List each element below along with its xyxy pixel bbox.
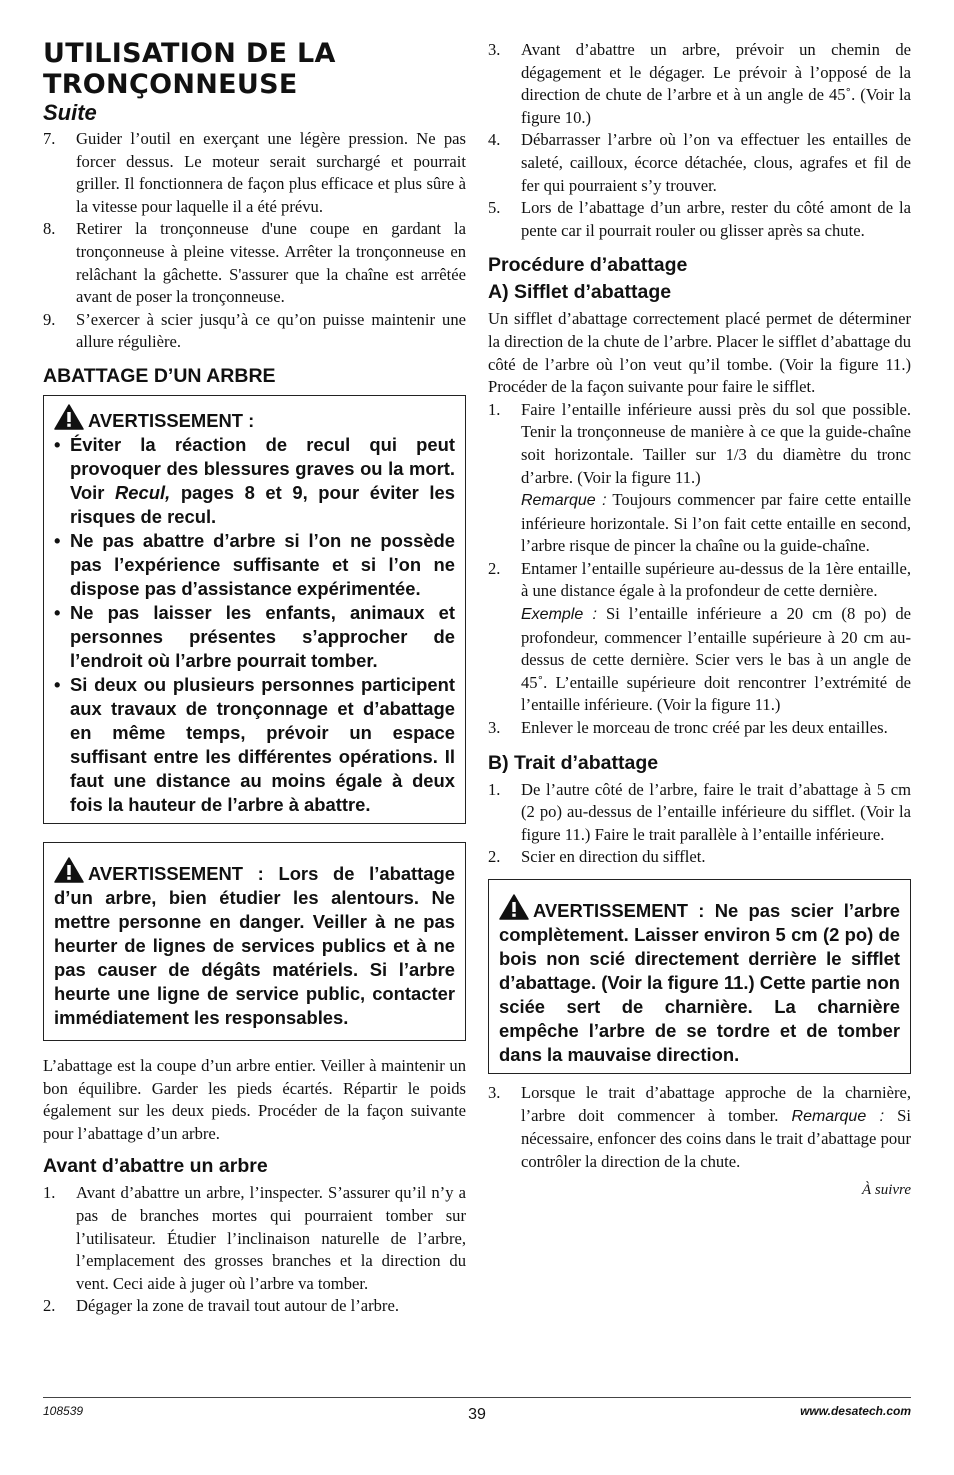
step-text: Scier en direction du sifflet.	[521, 847, 706, 867]
example-text: Si l’entaille inférieure a 20 cm (8 po) de profondeur, commencer l’entaille supérieure à 20 cm au-dessus de cette dernière. Scier vers le bas à un angle de 45˚. L’entaille supérieure doit rencontrer l’extrémité de l’entaille inférieure. (Voir la figure 11.)	[521, 604, 912, 715]
step-text: Avant d’abattre un arbre, prévoir un chemin de dégagement et le dégager. Le prévoir à l’opposé de la direction de chute de l’arbre et à un angle de 45˚. (Voir la figure 10.)	[521, 40, 911, 127]
list-item	[488, 1082, 911, 1173]
warning-text: Ne pas laisser les enfants, animaux et personnes présentes s’approcher de l’endroit où l’arbre pourrait tomber.	[70, 601, 455, 671]
note-label: Remarque :	[791, 1107, 885, 1125]
step-number: 2.	[488, 847, 501, 867]
warning-text: Ne pas abattre d’arbre si l’on ne possède pas l’expérience suffisante et si l’on ne dispose pas d’assistance expérimentée.	[70, 529, 455, 599]
section-heading-sifflet: A) Sifflet d’abattage	[488, 281, 672, 304]
list-item	[488, 129, 911, 197]
list-item	[488, 558, 911, 717]
page-subtitle: Suite	[43, 100, 97, 125]
list-item	[54, 673, 455, 817]
step-text: Lorsque le trait d’abattage approche de la charnière, l’arbre doit commencer à tomber.	[521, 1083, 911, 1125]
list-item	[488, 399, 911, 558]
warning-box-1	[43, 395, 466, 824]
warning-text: pages 8 et 9, pour éviter les risques de recul.	[70, 481, 455, 527]
step-number: 3.	[488, 718, 501, 738]
step-text: Entamer l’entaille supérieure au-dessus de la 1ère entaille, à une distance égale à la profondeur de cette dernière.	[521, 558, 911, 601]
warning-text: Ne pas scier l’arbre complètement. Laisser environ 5 cm (2 po) de bois non scié directement derrière le sifflet d’abattage. (Voir la figure 11.) Cette partie non sciée sert de charnière. La charnière empêche l’arbre de se tordre et de tomber dans la mauvaise direction.	[499, 900, 900, 1065]
warning-reference: Recul,	[115, 481, 171, 503]
page-title	[43, 38, 466, 100]
note-text: Toujours commencer par faire cette entaille inférieure horizontale. Si l’on fait cette entaille en second, l’arbre risque de pincer la chaîne ou la guide-chaîne.	[521, 490, 911, 556]
step-text: Faire l’entaille inférieure aussi près du sol que possible. Tenir la tronçonneuse de manière à ce que la guide-chaîne soit horizontale. Tailler sur 1/3 du diamètre du tronc d’arbre. (Voir la figure 11.)	[521, 399, 911, 487]
list-item	[488, 717, 911, 740]
step-number: 5.	[488, 198, 501, 218]
warning-triangle-icon	[54, 857, 84, 883]
trait-step3-list	[488, 1082, 911, 1173]
step-text: Retirer la tronçonneuse d'une coupe en gardant la tronçonneuse à pleine vitesse. Arrêter la tronçonneuse en relâchant la gâchette. S'assurer que la chaîne est arrêtée avant de poser la tronçonneuse.	[76, 219, 466, 307]
step-text: Avant d’abattre un arbre, l’inspecter. S’assurer qu’il n’y a pas de branches mortes qui pourraient tomber sur l’utilisateur. Étudier l’inclinaison naturelle de l’arbre, l’emplacement des grosses branches et la direction du vent. Ceci aide à juger où l’arbre va tomber.	[76, 1183, 466, 1293]
step-text: De l’autre côté de l’arbre, faire le trait d’abattage à 5 cm (2 po) au-dessus de l’entaille inférieure du sifflet. (Voir la figure 11.) Faire le trait parallèle à l’entaille inférieure.	[521, 779, 911, 844]
warning-triangle-icon	[54, 404, 84, 430]
warning-label: AVERTISSEMENT :	[88, 409, 255, 431]
section-heading-abattage: ABATTAGE D’UN ARBRE	[43, 364, 276, 387]
step-number: 2.	[43, 1296, 56, 1316]
step-number: 3.	[488, 40, 501, 59]
bullet-icon: •	[54, 601, 61, 623]
step-number: 3.	[488, 1083, 501, 1102]
section-heading-avant: Avant d’abattre un arbre	[43, 1155, 268, 1178]
warning-triangle-icon	[499, 894, 529, 920]
warning-text: Si deux ou plusieurs personnes participent aux travaux de tronçonnage et d’abattage en même temps, prévoir un espace suffisant entre les différentes opérations. Il faut une distance au moins égale à deux fois la hauteur de l’arbre à abattre.	[70, 673, 455, 815]
list-item	[488, 197, 911, 242]
step-text: Débarrasser l’arbre où l’on va effectuer les entailles de saleté, cailloux, écorce détachée, clous, agrafes et fil de fer qui pourraient s’y trouver.	[521, 130, 911, 195]
list-item	[54, 601, 455, 673]
step-number: 4.	[488, 130, 501, 150]
step-text: Dégager la zone de travail tout autour de l’arbre.	[76, 1296, 399, 1316]
steps-avant-list	[43, 1182, 466, 1318]
warning-text: Éviter la réaction de recul qui peut provoquer des blessures graves ou la mort. Voir	[70, 433, 455, 503]
note-text: Si nécessaire, enfoncer des coins dans le trait d’abattage pour contrôler la direction de la chute.	[521, 1105, 911, 1171]
list-item	[54, 529, 455, 601]
list-item	[43, 218, 466, 308]
warning-paragraph	[54, 857, 455, 1030]
right-column	[488, 39, 911, 1202]
warning-bullets	[54, 433, 455, 817]
bullet-icon: •	[54, 433, 61, 455]
example-label: Exemple :	[521, 606, 597, 624]
title-line-1: UTILISATION DE LA	[43, 38, 336, 69]
section-heading-procedure: Procédure d’abattage	[488, 254, 688, 277]
warning-label: AVERTISSEMENT :	[88, 862, 264, 884]
warning-paragraph	[499, 894, 900, 1067]
step-number: 8.	[43, 219, 56, 239]
list-item	[43, 1182, 466, 1295]
section-heading-trait: B) Trait d’abattage	[488, 751, 659, 774]
list-item	[43, 309, 466, 354]
step-number: 1.	[488, 399, 501, 419]
list-item	[488, 39, 911, 129]
step-number: 7.	[43, 129, 56, 148]
warning-head	[54, 404, 455, 433]
footer-divider	[43, 1397, 911, 1398]
step-number: 1.	[488, 779, 501, 799]
sifflet-steps-list	[488, 399, 911, 740]
website-link[interactable]: www.desatech.com	[800, 1404, 911, 1418]
doc-number: 108539	[43, 1404, 84, 1418]
step-text: Lors de l’abattage d’un arbre, rester du côté amont de la pente car il pourrait rouler ou glisser après sa chute.	[521, 198, 911, 240]
page-number: 39	[468, 1406, 486, 1423]
list-item	[488, 846, 911, 869]
note-label: Remarque :	[521, 492, 607, 510]
bullet-icon: •	[54, 529, 61, 551]
title-line-2: TRONÇONNEUSE	[43, 69, 298, 100]
continued-note: À suivre	[861, 1182, 911, 1199]
list-item	[43, 1295, 466, 1318]
warning-label: AVERTISSEMENT :	[533, 900, 705, 921]
step-number: 9.	[43, 309, 56, 329]
warning-box-2	[43, 842, 466, 1041]
list-item	[43, 128, 466, 218]
list-item	[488, 779, 911, 847]
step-text: S’exercer à scier jusqu’à ce qu’on puisse maintenir une allure régulière.	[76, 309, 466, 352]
steps-top-list	[43, 128, 466, 354]
bullet-icon: •	[54, 673, 61, 695]
steps-avant-continued-list	[488, 39, 911, 242]
trait-steps-list	[488, 779, 911, 869]
intro-paragraph: L’abattage est la coupe d’un arbre entier. Veiller à maintenir un bon équilibre. Garder les pieds écartés. Répartir le poids également sur les deux pieds. Procéder de la façon suivante pour l’abattage d’un arbre.	[43, 1055, 466, 1143]
step-number: 1.	[43, 1183, 56, 1203]
step-text: Guider l’outil en exerçant une légère pression. Ne pas forcer dessus. Le moteur serait surchargé et pourrait griller. Il fonctionnera de façon plus efficace et plus sûre à la vitesse pour laquelle il a été prévu.	[76, 129, 466, 216]
step-number: 2.	[488, 558, 501, 578]
list-item	[54, 433, 455, 529]
step-text: Enlever le morceau de tronc créé par les deux entailles.	[521, 718, 888, 738]
left-column	[43, 38, 466, 1318]
warning-text: Lors de l’abattage d’un arbre, bien étudier les alentours. Ne mettre personne en danger. Veiller à ne pas heurter de lignes de services publics et à ne pas causer de dégâts matériels. Si l’arbre heurte une ligne de service public, contacter immédiatement les responsables.	[54, 862, 455, 1028]
sifflet-intro: Un sifflet d’abattage correctement placé permet de déterminer la direction de la chute de l’arbre. Placer le sifflet d’abattage du côté de l’arbre où l’on veut qu’il tombe. (Voir la figure 11.) Procéder de la façon suivante pour faire le sifflet.	[488, 309, 911, 397]
warning-box-3	[488, 879, 911, 1074]
